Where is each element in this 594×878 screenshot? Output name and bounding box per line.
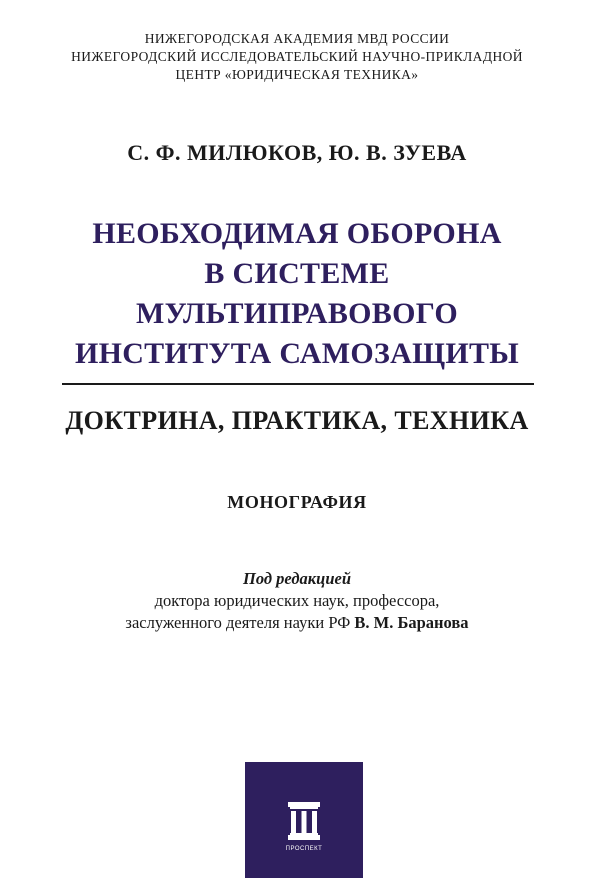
title-line-1: НЕОБХОДИМАЯ ОБОРОНА <box>92 217 502 250</box>
editor-block <box>0 568 594 634</box>
institution-line-1: НИЖЕГОРОДСКАЯ АКАДЕМИЯ МВД РОССИИ <box>144 31 450 46</box>
editor-line-2 <box>0 612 594 634</box>
book-subtitle: ДОКТРИНА, ПРАКТИКА, ТЕХНИКА <box>65 406 529 435</box>
genre-label: МОНОГРАФИЯ <box>227 492 367 512</box>
authors: С. Ф. МИЛЮКОВ, Ю. В. ЗУЕВА <box>127 140 467 165</box>
institution-line-2: НИЖЕГОРОДСКИЙ ИССЛЕДОВАТЕЛЬСКИЙ НАУЧНО-ПРИКЛАДНОЙ <box>71 49 523 64</box>
publisher-name: ПРОСПЕКТ <box>285 846 323 852</box>
title-line-4: ИНСТИТУТА САМОЗАЩИТЫ <box>74 337 520 370</box>
title-line-3: МУЛЬТИПРАВОВОГО <box>135 297 458 330</box>
title-divider <box>62 383 534 385</box>
editor-line-1: доктора юридических наук, профессора, <box>154 591 440 610</box>
institution-line-3: ЦЕНТР «ЮРИДИЧЕСКАЯ ТЕХНИКА» <box>175 67 419 82</box>
publisher-logo <box>245 762 363 878</box>
editor-line-2-prefix: заслуженного деятеля науки РФ <box>125 613 355 632</box>
book-title <box>0 214 594 374</box>
editor-label: Под редакцией <box>243 569 351 588</box>
publisher-logo-icon <box>288 802 320 840</box>
title-line-2: В СИСТЕМЕ <box>204 257 390 290</box>
editor-name: В. М. Баранова <box>354 613 469 632</box>
institution-header <box>0 30 594 84</box>
